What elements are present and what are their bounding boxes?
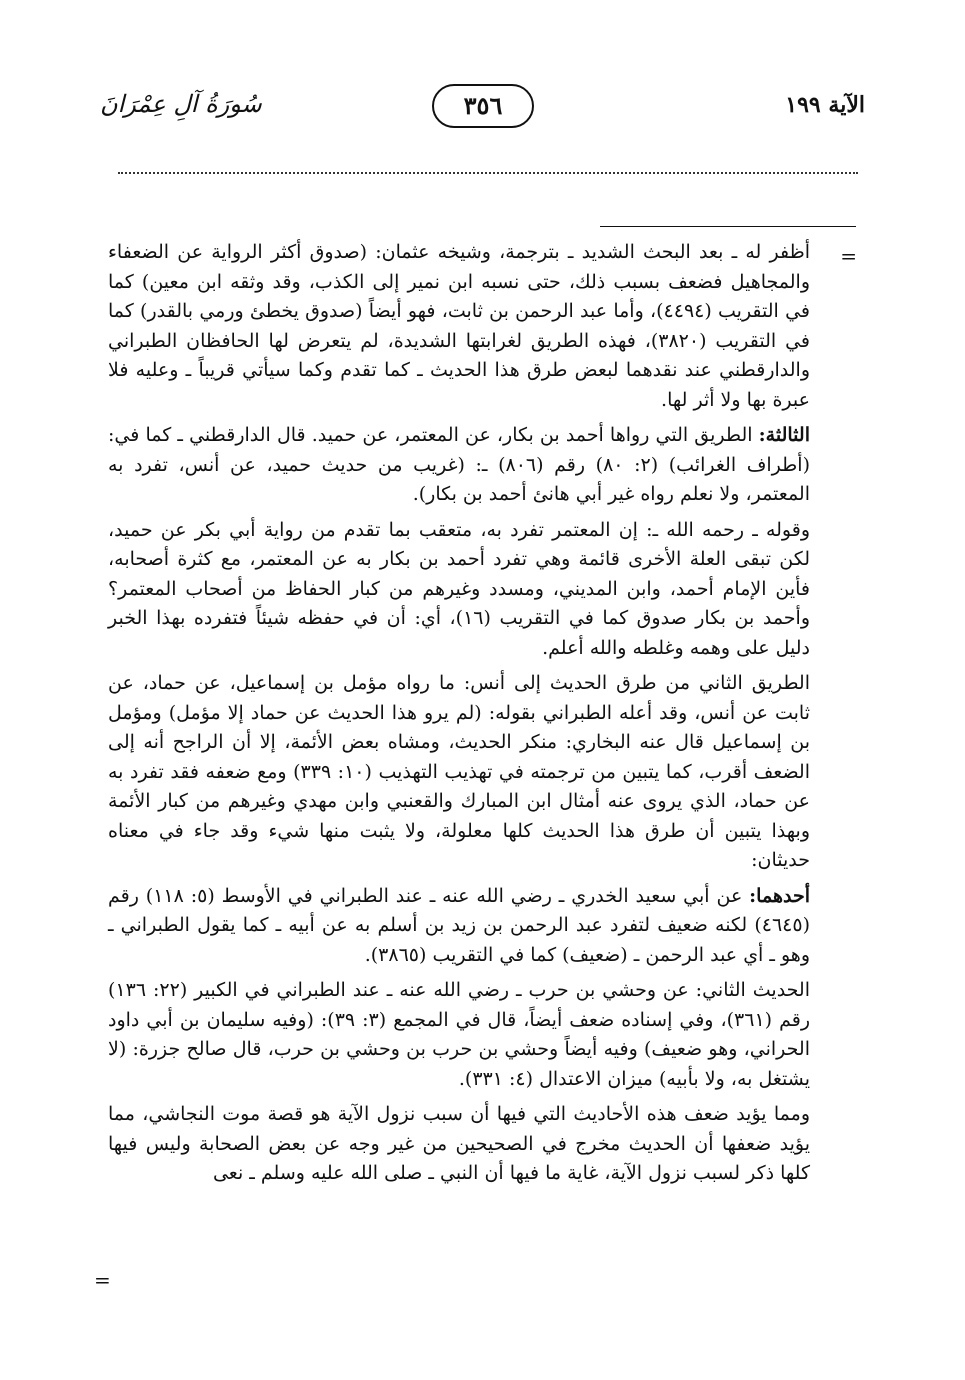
paragraph-lead: الثالثة: <box>758 424 810 446</box>
continuation-end-mark: = <box>94 1268 111 1292</box>
paragraph-text: الطريق التي رواها أحمد بن بكار، عن المعتمر، عن حميد. قال الدارقطني ـ كما في: (أطراف الغرائب) (٢: ٨٠) رقم (٨٠٦) ـ: (غريب من حديث حميد، عن أنس، تفرد به المعتمر، ولا نعلم رواه غير أبي هانئ أحمد بن بكار). <box>108 424 810 505</box>
continuation-mark: = <box>840 244 857 268</box>
page-header <box>100 84 865 130</box>
paragraph <box>108 882 810 971</box>
paragraph <box>108 976 810 1094</box>
paragraph <box>108 238 810 415</box>
page-number: ٣٥٦ <box>432 84 534 128</box>
paragraph-text: وقوله ـ رحمه الله ـ: إن المعتمر تفرد به، متعقب بما تقدم من رواية أبي بكر عن حميد، لكن تبقى العلة الأخرى قائمة وهي تفرد أحمد بن بكار به عن المعتمر، مع كثرة أصحابه، فأين الإمام أحمد، وابن المديني، ومسدد وغيرهم من كبار الحفاظ من أصحاب المعتمر؟ وأحمد بن بكار صدوق كما في التقريب (١٦)، أي: أن في حفظه شيئاً فتفرده بهذا الخبر دليل على وهمه وغلطه والله أعلم. <box>108 518 810 659</box>
paragraph-text: أظفر له ـ بعد البحث الشديد ـ بترجمة، وشيخه عثمان: (صدوق أكثر الرواية عن الضعفاء والمجاهيل فضعف بسبب ذلك، حتى نسبه ابن نمير إلى الكذب، وقد وثقه ابن معين) كما في التقريب (٤٤٩٤)، وأما عبد الرحمن بن ثابت، فهو أيضاً (صدوق يخطئ ورمي بالقدر) كما في التقريب (٣٨٢٠)، فهذه الطريق لغرابتها الشديدة، لم يتعرض لها الحافظان الطبراني والدارقطني عند نقدهما لبعض طرق هذا الحديث ـ كما تقدم وكما سيأتي قريباً ـ وعليه فلا عبرة بها ولا أثر لها. <box>108 241 810 411</box>
paragraph <box>108 421 810 510</box>
dotted-separator <box>118 172 858 174</box>
paragraph-text: ومما يؤيد ضعف هذه الأحاديث التي فيها أن سبب نزول الآية هو قصة موت النجاشي، مما يؤيد ضعفها أن الحديث مخرج في الصحيحين من غير وجه عن بعض الصحابة وليس فيها كلها ذكر لسبب نزول الآية، غاية ما فيها أن النبي ـ صلى الله عليه وسلم ـ نعى <box>108 1103 810 1184</box>
surah-title: سُورَةُ آلِ عِمْرَانَ <box>100 90 262 118</box>
paragraph-text: عن أبي سعيد الخدري ـ رضي الله عنه ـ عند الطبراني في الأوسط (٥: ١١٨) رقم (٤٦٤٥) لكنه ضعيف لتفرد عبد الرحمن بن زيد بن أسلم به عن أبيه ـ كما يقول الطبراني ـ وهو ـ أي عبد الرحمن ـ (ضعيف) كما في التقريب (٣٨٦٥). <box>108 884 810 966</box>
paragraph <box>108 1100 810 1189</box>
paragraph-text: الحديث الثاني: عن وحشي بن حرب ـ رضي الله عنه ـ عند الطبراني في الكبير (٢٢: ١٣٦) رقم (٣٦١)، وفي إسناده ضعف أيضاً، قال في المجمع (٣: ٣٩): (وفيه سليمان بن أبي داود الحراني، وهو ضعيف) وفيه أيضاً وحشي بن حرب بن وحشي بن حرب، قال صالح جزرة: (لا يشتغل به، ولا بأبيه) ميزان الاعتدال (٤: ٣٣١). <box>108 979 810 1090</box>
paragraph <box>108 516 810 664</box>
paragraph-lead: أحدهما: <box>749 884 810 907</box>
paragraph <box>108 669 810 876</box>
verse-label: الآية ١٩٩ <box>785 92 865 118</box>
footnote-body <box>108 238 810 1195</box>
paragraph-text: الطريق الثاني من طرق الحديث إلى أنس: ما رواه مؤمل بن إسماعيل، عن حماد، عن ثابت عن أنس، وقد أعله الطبراني بقوله: (لم يرو هذا الحديث عن حماد إلا مؤمل) ومؤمل بن إسماعيل قال عنه البخاري: منكر الحديث، ومشاه بعض الأئمة، إلا أن الراجح أنه إلى الضعف أقرب، كما يتبين من ترجمته في تهذيب التهذيب (١٠: ٣٣٩) ومع ضعفه فقد تفرد به عن حماد، الذي يروى عنه أمثال ابن المبارك والقعنبي وابن مهدي وغيرهم من كبار الأئمة وبهذا يتبين أن طرق هذا الحديث كلها معلولة، ولا يثبت منها شيء وقد جاء في معناه حديثان: <box>108 672 810 871</box>
footnote-rule <box>600 226 856 227</box>
